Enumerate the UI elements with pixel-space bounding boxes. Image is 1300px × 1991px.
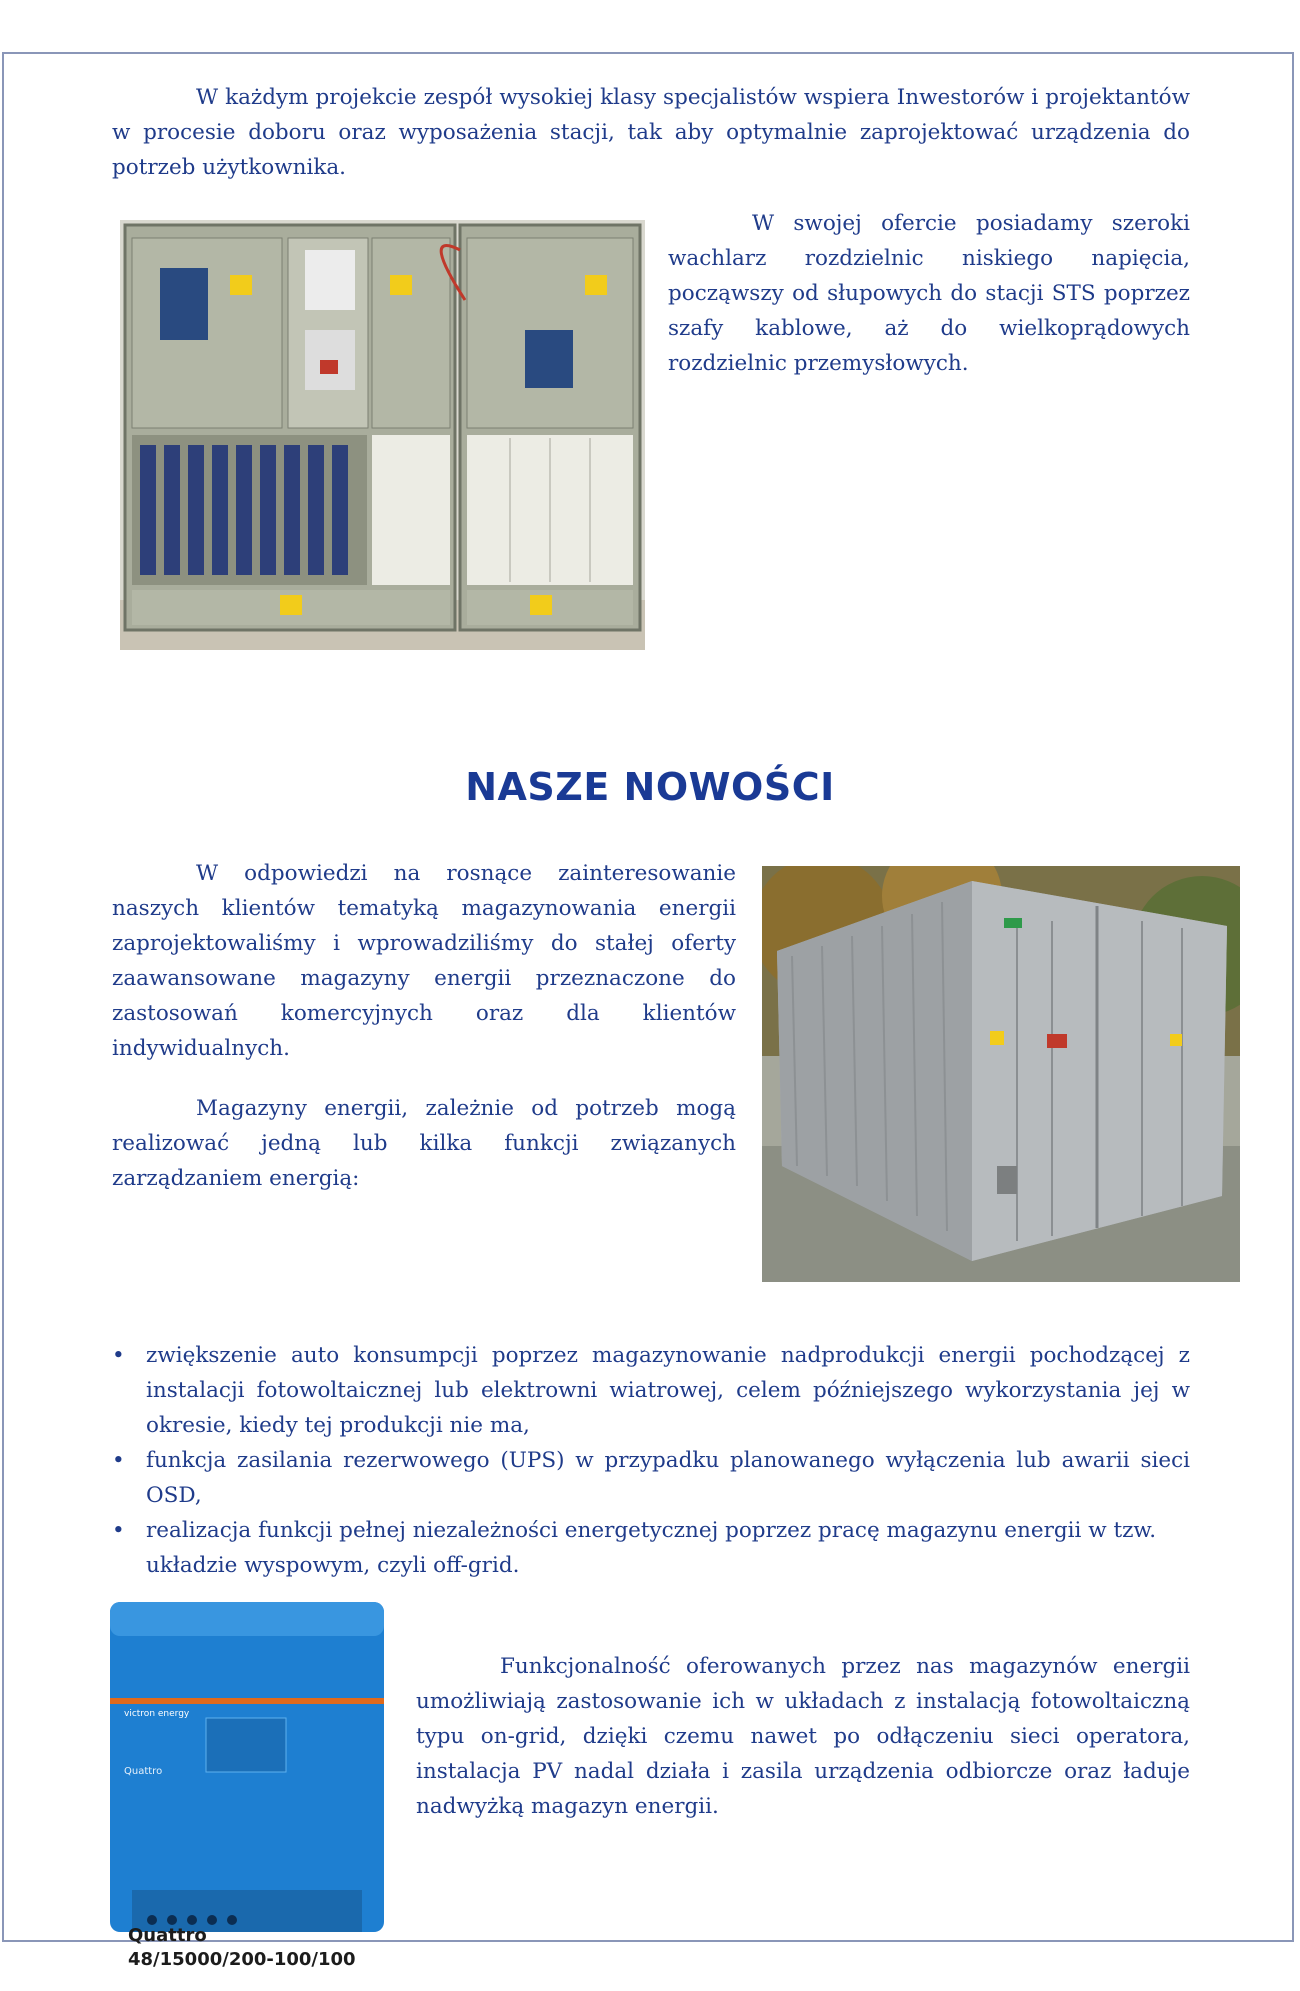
switchgear-photo [120, 220, 645, 650]
section-heading: NASZE NOWOŚCI [465, 765, 835, 809]
offer-paragraph: W swojej ofercie posiadamy szeroki wachlarz rozdzielnic niskiego napięcia, począwszy od słupowych do stacji STS poprzez szafy kablowe, aż do wielkoprądowych rozdzielnic przemysłowych. [668, 211, 1190, 376]
list-item [112, 1338, 1190, 1443]
news-paragraph-2: Magazyny energii, zależnie od potrzeb mogą realizować jedną lub kilka funkcji związanych zarządzaniem energią: [112, 1096, 736, 1191]
inverter-caption-spec: 48/15000/200-100/100 [128, 1949, 356, 1970]
news-paragraph-1: W odpowiedzi na rosnące zainteresowanie naszych klientów tematyką magazynowania energii zaprojektowaliśmy i wprowadziliśmy do stałej oferty zaawansowane magazyny energii przeznaczone do zastosowań komercyjnych oraz dla klientów indywidualnych. [112, 861, 736, 1061]
list-item-text: realizacja funkcji pełnej niezależności energetycznej poprzez pracę magazynu energii w tzw. [146, 1518, 1157, 1543]
functionality-paragraph: Funkcjonalność oferowanych przez nas magazynów energii umożliwiają zastosowanie ich w układach z instalacją fotowoltaiczną typu on-grid, dzięki czemu nawet po odłączeniu sieci operatora, instalacja PV nadal działa i zasila urządzenia odbiorcze oraz ładuje nadwyżką magazyn energii. [416, 1654, 1190, 1819]
bullet-icon: • [112, 1448, 125, 1473]
inverter-caption-model: Quattro [128, 1925, 207, 1946]
intro-paragraph: W każdym projekcie zespół wysokiej klasy specjalistów wspiera Inwestorów i projektantów w procesie doboru oraz wyposażenia stacji, tak aby optymalnie zaprojektować urządzenia do potrzeb użytkownika. [112, 85, 1190, 180]
inverter-model: Quattro [124, 1766, 163, 1777]
inverter-caption [128, 1924, 356, 1972]
energy-storage-container-photo [762, 866, 1240, 1282]
list-item [112, 1443, 1190, 1513]
inverter-photo [102, 1590, 392, 1940]
list-item-text: układzie wyspowym, czyli off-grid. [146, 1553, 520, 1578]
bullet-icon: • [112, 1518, 125, 1543]
list-item [112, 1513, 1190, 1548]
inverter-brand: victron energy [124, 1709, 190, 1719]
bullet-icon: • [112, 1343, 125, 1368]
functions-list [112, 1338, 1190, 1583]
list-item-text: funkcja zasilania rezerwowego (UPS) w przypadku planowanego wyłączenia lub awarii sieci OSD, [146, 1448, 1190, 1508]
list-item-text: zwiększenie auto konsumpcji poprzez magazynowanie nadprodukcji energii pochodzącej z instalacji fotowoltaicznej lub elektrowni wiatrowej, celem późniejszego wykorzystania jej w okresie, kiedy tej produkcji nie ma, [146, 1343, 1190, 1438]
list-item-continuation [112, 1548, 1190, 1583]
